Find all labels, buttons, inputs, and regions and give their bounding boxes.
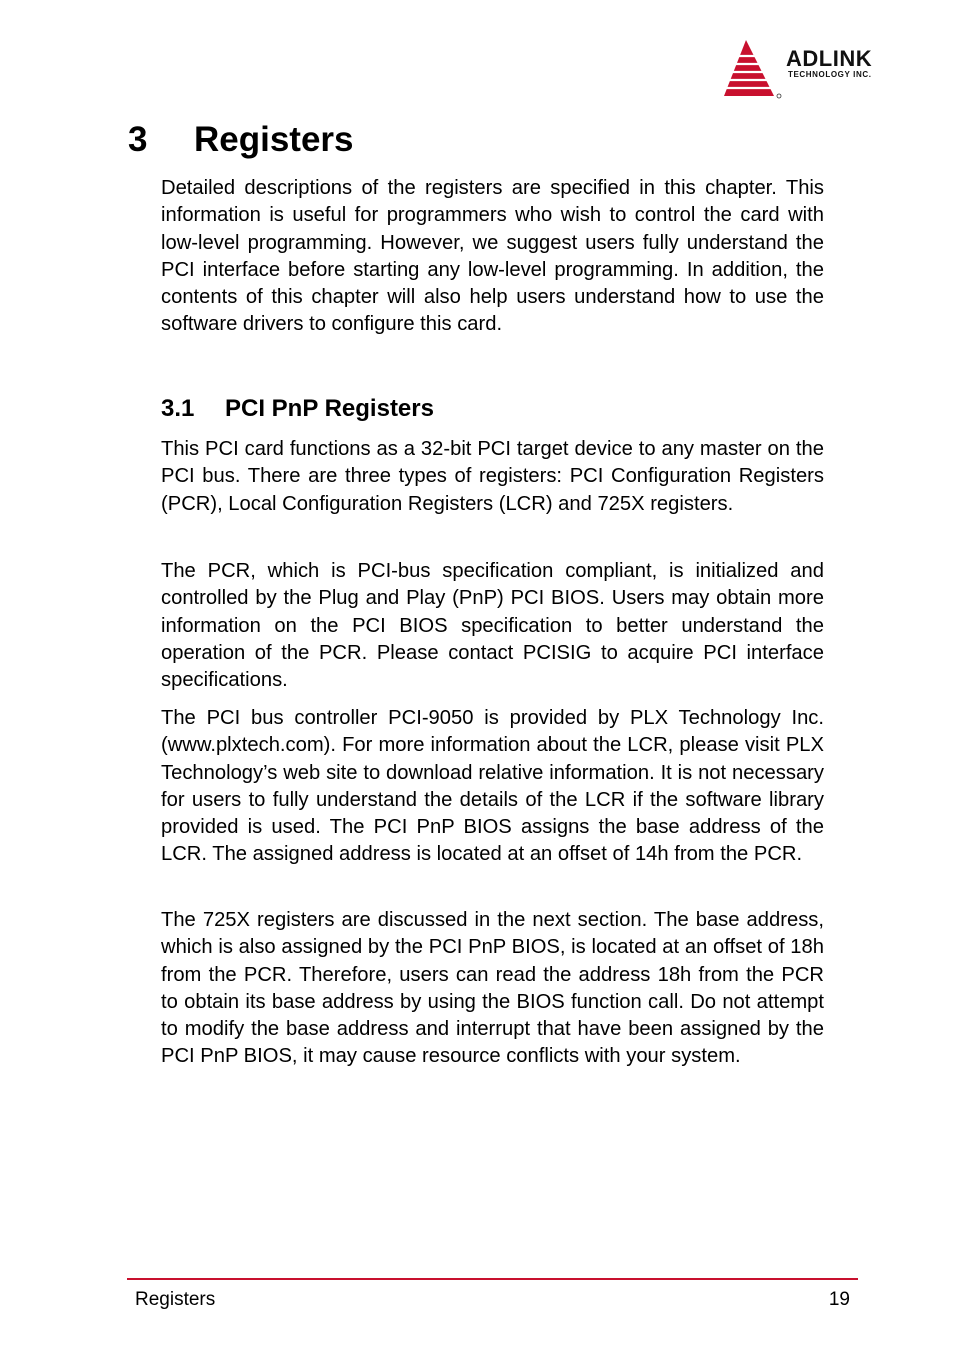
- chapter-number: 3: [128, 120, 148, 159]
- section-heading: [161, 392, 434, 426]
- section-title: PCI PnP Registers: [225, 395, 434, 422]
- logo-brand-name: ADLINK: [786, 46, 873, 71]
- footer-page-number: 19: [828, 1289, 850, 1310]
- section-paragraph: The 725X registers are discussed in the next section. The base address, which is also assigned by the PCI PnP BIOS, is located at an offset of 18h from the PCR. Therefore, users can read the address 18h from the PCR to obtain its base address by using the BIOS function call. Do not attempt to modify the base address and interrupt that have been assigned by the PCI PnP BIOS, it may cause resource conflicts with your system.: [161, 909, 824, 1068]
- logo-tagline: TECHNOLOGY INC.: [788, 70, 872, 79]
- chapter-heading: [128, 116, 354, 164]
- adlink-triangle-icon: [722, 38, 782, 100]
- adlink-logo: [722, 38, 912, 100]
- footer-divider: [127, 1278, 858, 1280]
- chapter-intro-paragraph: Detailed descriptions of the registers are specified in this chapter. This information is useful for programmers who wish to control the card with low-level programming. However, we suggest users fully understand the PCI interface before starting any low-level programming. In addition, the contents of this chapter will also help users understand how to use the software drivers to configure this card.: [161, 177, 824, 336]
- section-number: 3.1: [161, 395, 195, 422]
- section-paragraph: The PCI bus controller PCI-9050 is provided by PLX Technology Inc. (www.plxtech.com). For more information about the LCR, please visit PLX Technology’s web site to download relative information. It is not necessary for users to fully understand the details of the LCR if the software library provided is used. The PCI PnP BIOS assigns the base address of the LCR. The assigned address is located at an offset of 14h from the PCR.: [161, 707, 824, 866]
- footer-section-name: Registers: [135, 1289, 216, 1310]
- section-paragraph: This PCI card functions as a 32-bit PCI target device to any master on the PCI bus. There are three types of registers: PCI Configuration Registers (PCR), Local Configuration Registers (LCR) and 725X registers.: [161, 438, 824, 515]
- section-paragraph: The PCR, which is PCI-bus specification compliant, is initialized and controlled by the Plug and Play (PnP) PCI BIOS. Users may obtain more information on the PCI BIOS specification to better understand the operation of the PCR. Please contact PCISIG to acquire PCI interface specifications.: [161, 560, 824, 692]
- chapter-title: Registers: [194, 120, 354, 159]
